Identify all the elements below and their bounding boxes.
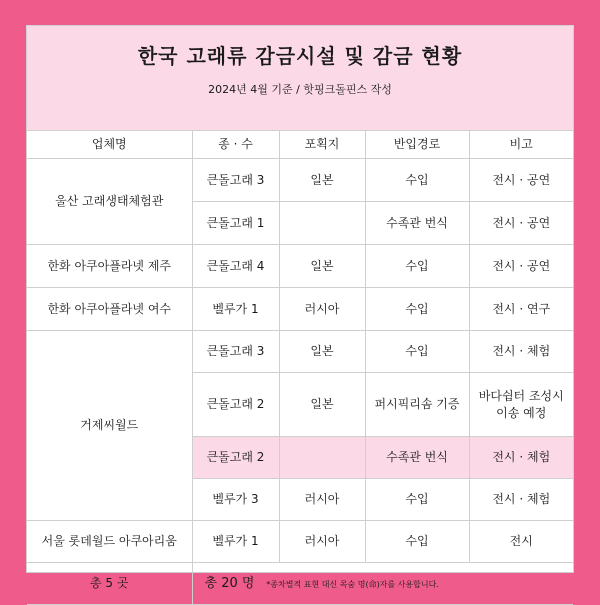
import-route: 수입 xyxy=(365,159,469,202)
species-count: 벨루가 1 xyxy=(192,288,279,331)
import-route: 수족관 번식 xyxy=(365,437,469,479)
capture-origin xyxy=(279,437,365,479)
capture-origin: 러시아 xyxy=(279,479,365,521)
total-animals: 총 20 명 xyxy=(204,575,255,591)
capture-origin: 일본 xyxy=(279,373,365,437)
species-count: 큰돌고래 2 xyxy=(192,373,279,437)
column-header: 반입경로 xyxy=(365,131,469,159)
species-count: 큰돌고래 3 xyxy=(192,159,279,202)
column-header: 업체명 xyxy=(27,131,192,159)
import-route: 수입 xyxy=(365,331,469,373)
import-route: 수입 xyxy=(365,479,469,521)
import-route: 수입 xyxy=(365,521,469,563)
import-route: 퍼시픽리솜 기증 xyxy=(365,373,469,437)
species-count: 큰돌고래 3 xyxy=(192,331,279,373)
column-header: 종 · 수 xyxy=(192,131,279,159)
remarks: 전시 · 체험 xyxy=(469,479,573,521)
table-header xyxy=(27,26,573,131)
import-route: 수입 xyxy=(365,288,469,331)
import-route: 수입 xyxy=(365,245,469,288)
column-header: 비고 xyxy=(469,131,573,159)
total-animals-cell xyxy=(192,563,573,605)
import-route: 수족관 번식 xyxy=(365,202,469,245)
species-count: 벨루가 1 xyxy=(192,521,279,563)
capture-origin: 일본 xyxy=(279,159,365,202)
remarks: 전시 · 체험 xyxy=(469,437,573,479)
species-count: 큰돌고래 2 xyxy=(192,437,279,479)
table-row xyxy=(27,159,573,202)
species-count: 큰돌고래 4 xyxy=(192,245,279,288)
remarks: 전시 · 공연 xyxy=(469,159,573,202)
capture-origin: 러시아 xyxy=(279,521,365,563)
page-subtitle: 2024년 4월 기준 / 핫핑크돌핀스 작성 xyxy=(208,83,392,96)
species-count: 큰돌고래 1 xyxy=(192,202,279,245)
capture-origin xyxy=(279,202,365,245)
table-row xyxy=(27,288,573,331)
total-sites: 총 5 곳 xyxy=(27,563,192,605)
table-row xyxy=(27,245,573,288)
table-row xyxy=(27,331,573,373)
column-header-row xyxy=(27,131,573,159)
facility-name: 한화 아쿠아플라넷 여수 xyxy=(27,288,192,331)
facility-name: 거제씨월드 xyxy=(27,331,192,521)
facility-name: 한화 아쿠아플라넷 제주 xyxy=(27,245,192,288)
remarks: 전시 · 연구 xyxy=(469,288,573,331)
captivity-table xyxy=(27,131,573,605)
remarks: 바다쉼터 조성시 이송 예정 xyxy=(469,373,573,437)
remarks: 전시 xyxy=(469,521,573,563)
remarks: 전시 · 공연 xyxy=(469,245,573,288)
remarks: 전시 · 체험 xyxy=(469,331,573,373)
table-row xyxy=(27,521,573,563)
capture-origin: 러시아 xyxy=(279,288,365,331)
footnote: *종차별적 표현 대신 목숨 명(命)자를 사용합니다. xyxy=(266,579,439,589)
table-card xyxy=(26,25,574,591)
remarks: 전시 · 공연 xyxy=(469,202,573,245)
capture-origin: 일본 xyxy=(279,245,365,288)
column-header: 포획지 xyxy=(279,131,365,159)
total-row xyxy=(27,563,573,605)
species-count: 벨루가 3 xyxy=(192,479,279,521)
page-title: 한국 고래류 감금시설 및 감금 현황 xyxy=(137,44,463,68)
capture-origin: 일본 xyxy=(279,331,365,373)
facility-name: 서울 롯데월드 아쿠아리움 xyxy=(27,521,192,563)
facility-name: 울산 고래생태체험관 xyxy=(27,159,192,245)
